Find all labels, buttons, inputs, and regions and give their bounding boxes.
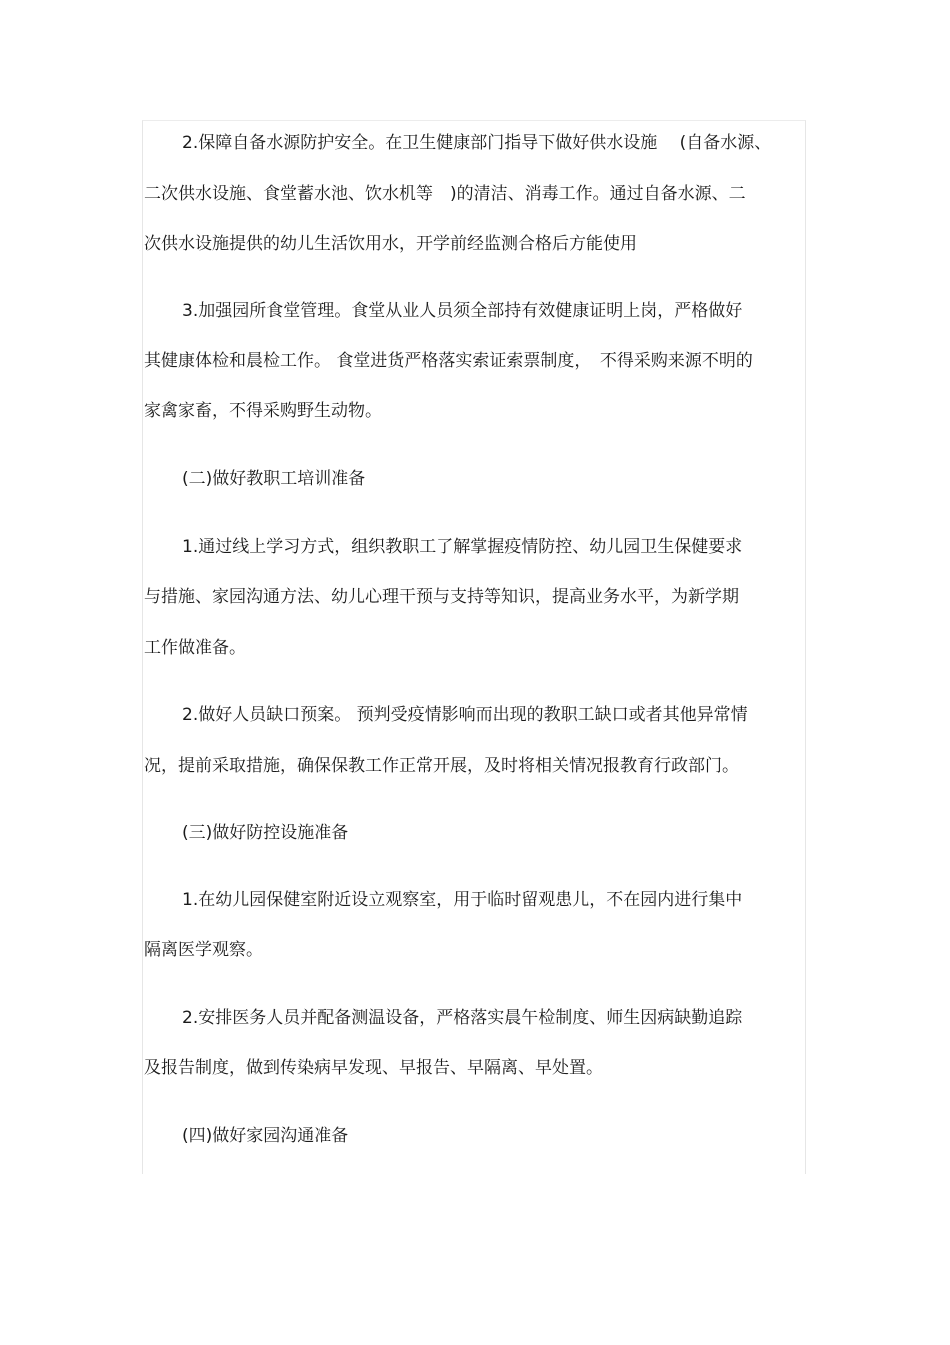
paragraph-4-line-1: 1.通过线上学习方式，组织教职工了解掌握疫情防控、幼儿园卫生保健要求 (182, 537, 743, 557)
paragraph-8-line-1: 2.安排医务人员并配备测温设备，严格落实晨午检制度、师生因病缺勤追踪 (182, 1008, 743, 1028)
paragraph-7-line-1: 1.在幼儿园保健室附近设立观察室，用于临时留观患儿，不在园内进行集中 (182, 890, 743, 910)
paragraph-5-line-1: 2.做好人员缺口预案。 预判受疫情影响而出现的教职工缺口或者其他异常情 (182, 705, 748, 725)
section-heading-4: (四)做好家园沟通准备 (182, 1126, 349, 1146)
paragraph-7-line-2: 隔离医学观察。 (144, 940, 263, 960)
paragraph-4-line-3: 工作做准备。 (144, 638, 246, 658)
paragraph-2-line-3: 家禽家畜，不得采购野生动物。 (144, 401, 382, 421)
paragraph-1-line-2: 二次供水设施、食堂蓄水池、饮水机等 )的清洁、消毒工作。通过自备水源、二 (144, 184, 746, 204)
paragraph-2-line-2: 其健康体检和晨检工作。 食堂进货严格落实索证索票制度， 不得采购来源不明的 (144, 351, 753, 371)
paragraph-2-line-1: 3.加强园所食堂管理。食堂从业人员须全部持有效健康证明上岗，严格做好 (182, 301, 743, 321)
paragraph-1-line-3: 次供水设施提供的幼儿生活饮用水，开学前经监测合格后方能使用 (144, 234, 637, 254)
paragraph-8-line-2: 及报告制度，做到传染病早发现、早报告、早隔离、早处置。 (144, 1058, 603, 1078)
paragraph-5-line-2: 况，提前采取措施，确保保教工作正常开展，及时将相关情况报教育行政部门。 (144, 756, 739, 776)
paragraph-1-line-1: 2.保障自备水源防护安全。在卫生健康部门指导下做好供水设施 (自备水源、 (182, 133, 772, 153)
paragraph-4-line-2: 与措施、家园沟通方法、幼儿心理干预与支持等知识，提高业务水平，为新学期 (144, 587, 739, 607)
section-heading-2: (二)做好教职工培训准备 (182, 469, 366, 489)
section-heading-3: (三)做好防控设施准备 (182, 823, 349, 843)
